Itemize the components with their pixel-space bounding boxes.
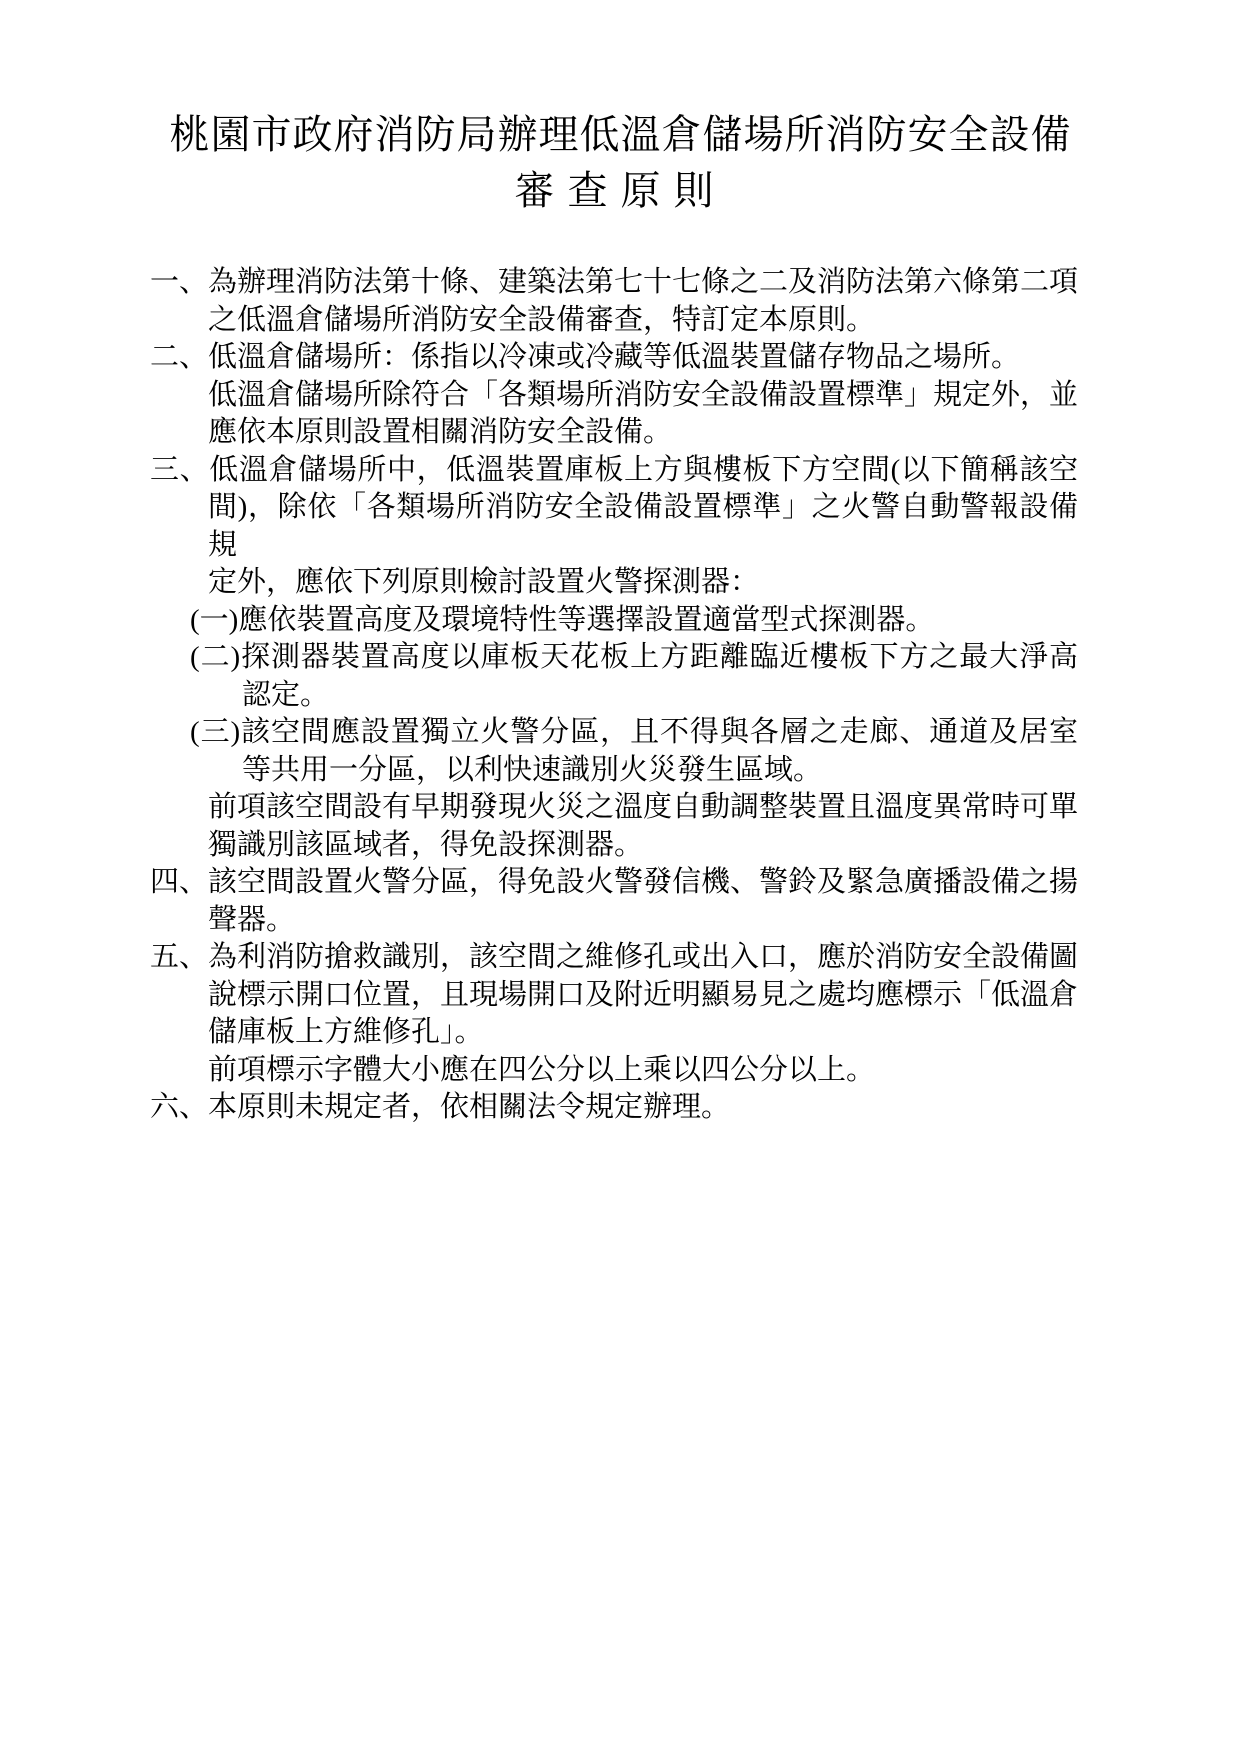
body-line: 前項標示字體大小應在四公分以上乘以四公分以上。 <box>208 1053 876 1086</box>
body-line: 二、低溫倉儲場所：係指以冷凍或冷藏等低溫裝置儲存物品之場所。 <box>150 341 1021 373</box>
body-line: 獨識別該區域者，得免設探測器。 <box>208 828 644 861</box>
title-line-1: 桃園市政府消防局辦理低溫倉儲場所消防安全設備 <box>169 112 1072 157</box>
body-line: 一、為辦理消防法第十條、建築法第七十七條之二及消防法第六條第二項 <box>150 266 1079 298</box>
body-line: 儲庫板上方維修孔」。 <box>208 1016 484 1048</box>
body-line: 說標示開口位置，且現場開口及附近明顯易見之處均應標示「低溫倉 <box>208 978 1079 1011</box>
body-line: (二)探測器裝置高度以庫板天花板上方距離臨近樓板下方之最大淨高 <box>190 641 1078 673</box>
title-line-2: 審查原則 <box>514 168 727 213</box>
body-line: 聲器。 <box>208 903 296 936</box>
body-line: (三)該空間應設置獨立火警分區，且不得與各層之走廊、通道及居室 <box>190 716 1078 748</box>
body-line: 五、為利消防搶救識別，該空間之維修孔或出入口，應於消防安全設備圖 <box>150 941 1079 973</box>
document-body <box>0 264 1241 1127</box>
body-line: 之低溫倉儲場所消防安全設備審查，特訂定本原則。 <box>208 303 876 336</box>
body-line: 六、本原則未規定者，依相關法令規定辦理。 <box>150 1091 731 1123</box>
body-line: 四、該空間設置火警分區，得免設火警發信機、警鈴及緊急廣播設備之揚 <box>150 866 1079 898</box>
body-line: 間)，除依「各類場所消防安全設備設置標準」之火警自動警報設備規 <box>208 491 1078 561</box>
body-line: 應依本原則設置相關消防安全設備。 <box>208 416 673 448</box>
document-title <box>0 0 1241 216</box>
body-line: 低溫倉儲場所除符合「各類場所消防安全設備設置標準」規定外，並 <box>208 378 1079 411</box>
body-line: (一)應依裝置高度及環境特性等選擇設置適當型式探測器。 <box>190 603 935 636</box>
body-line: 前項該空間設有早期發現火災之溫度自動調整裝置且溫度異常時可單 <box>208 791 1079 823</box>
body-line: 定外，應依下列原則檢討設置火警探測器： <box>208 566 760 598</box>
body-line: 認定。 <box>242 678 330 711</box>
body-line: 等共用一分區，以利快速識別火災發生區域。 <box>242 753 823 786</box>
body-line: 三、低溫倉儲場所中，低溫裝置庫板上方與樓板下方空間(以下簡稱該空 <box>150 453 1078 486</box>
